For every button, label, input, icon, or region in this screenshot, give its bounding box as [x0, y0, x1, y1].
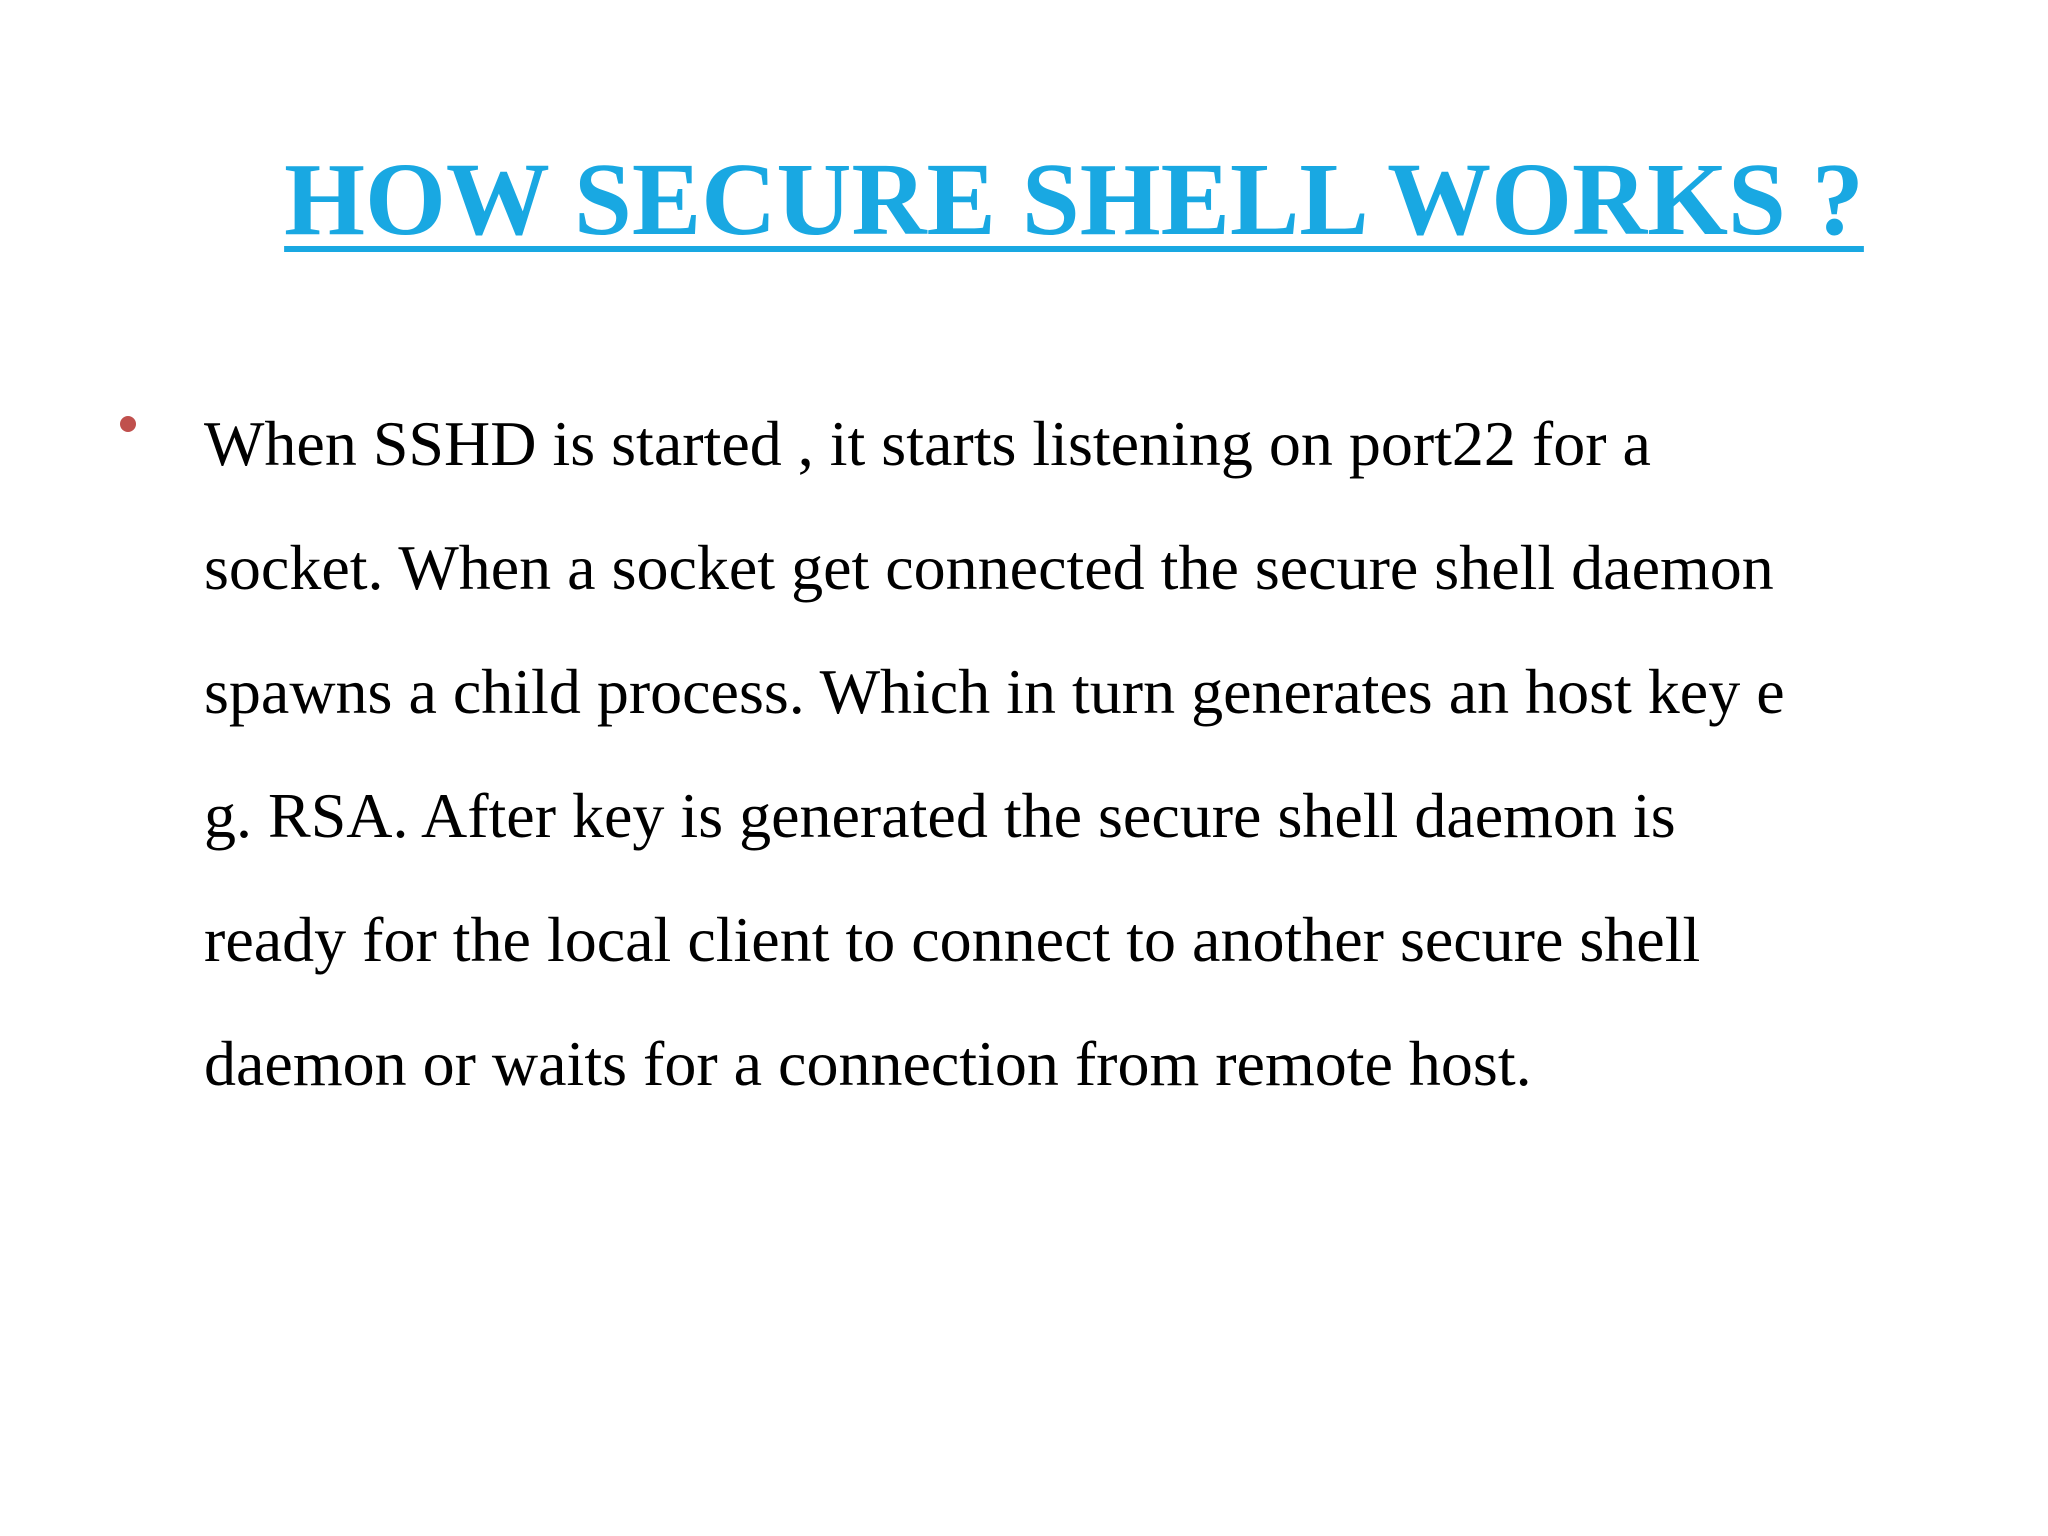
bullet-line: When SSHD is started , it starts listening on port22 for a: [204, 408, 1651, 479]
bullet-line: spawns a child process. Which in turn generates an host key e: [204, 656, 1785, 727]
slide-title: HOW SECURE SHELL WORKS ?: [284, 142, 1864, 257]
bullet-item: [120, 382, 1940, 1126]
bullet-dot-icon: [120, 416, 136, 432]
bullet-line: daemon or waits for a connection from remote host.: [204, 1028, 1532, 1099]
bullet-text: [204, 382, 1940, 1126]
bullet-line: socket. When a socket get connected the secure shell daemon: [204, 532, 1774, 603]
bullet-line: g. RSA. After key is generated the secure shell daemon is: [204, 780, 1676, 851]
bullet-list: [120, 408, 1940, 1126]
bullet-line: ready for the local client to connect to another secure shell: [204, 904, 1701, 975]
